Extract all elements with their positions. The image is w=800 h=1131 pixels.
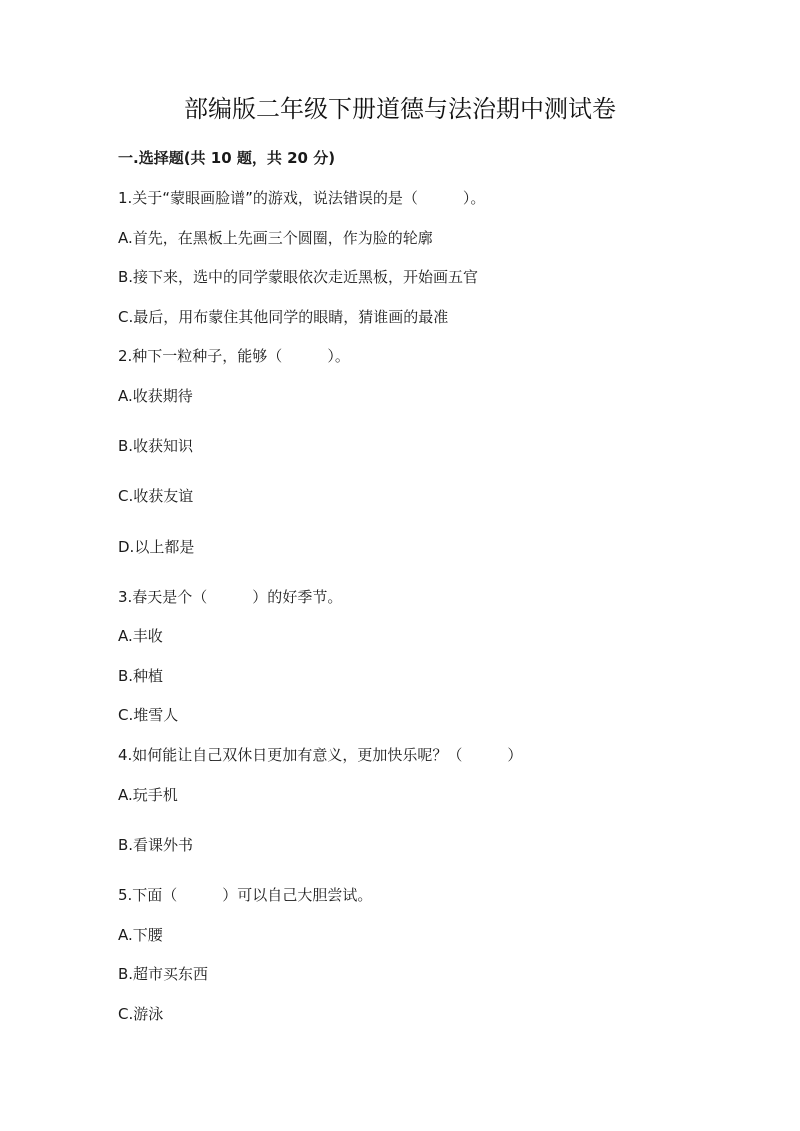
- question-2-option-c: C.收获友谊: [118, 487, 194, 505]
- question-5-stem: 5.下面（ ）可以自己大胆尝试。: [118, 886, 373, 904]
- question-2-option-a: A.收获期待: [118, 387, 193, 405]
- question-4-option-a: A.玩手机: [118, 786, 178, 804]
- question-1-option-b: B.接下来，选中的同学蒙眼依次走近黑板，开始画五官: [118, 268, 479, 286]
- page-title: 部编版二年级下册道德与法治期中测试卷: [184, 95, 616, 123]
- question-3-option-a: A.丰收: [118, 627, 163, 645]
- question-2-option-d: D.以上都是: [118, 538, 195, 556]
- question-3-option-b: B.种植: [118, 667, 164, 685]
- question-3-option-c: C.堆雪人: [118, 706, 179, 724]
- question-2-option-b: B.收获知识: [118, 437, 194, 455]
- question-3-stem: 3.春天是个（ ）的好季节。: [118, 588, 343, 606]
- question-1-option-a: A.首先，在黑板上先画三个圆圈，作为脸的轮廓: [118, 229, 433, 247]
- question-4-option-b: B.看课外书: [118, 836, 194, 854]
- section-heading: 一.选择题(共 10 题，共 20 分): [118, 149, 336, 167]
- question-1-option-c: C.最后，用布蒙住其他同学的眼睛，猜谁画的最准: [118, 308, 449, 326]
- question-5-option-c: C.游泳: [118, 1005, 164, 1023]
- question-2-stem: 2.种下一粒种子，能够（ ）。: [118, 347, 350, 365]
- question-5-option-b: B.超市买东西: [118, 965, 209, 983]
- question-4-stem: 4.如何能让自己双休日更加有意义，更加快乐呢？（ ）: [118, 746, 523, 764]
- question-5-option-a: A.下腰: [118, 926, 163, 944]
- question-1-stem: 1.关于“蒙眼画脸谱”的游戏，说法错误的是（ ）。: [118, 189, 486, 207]
